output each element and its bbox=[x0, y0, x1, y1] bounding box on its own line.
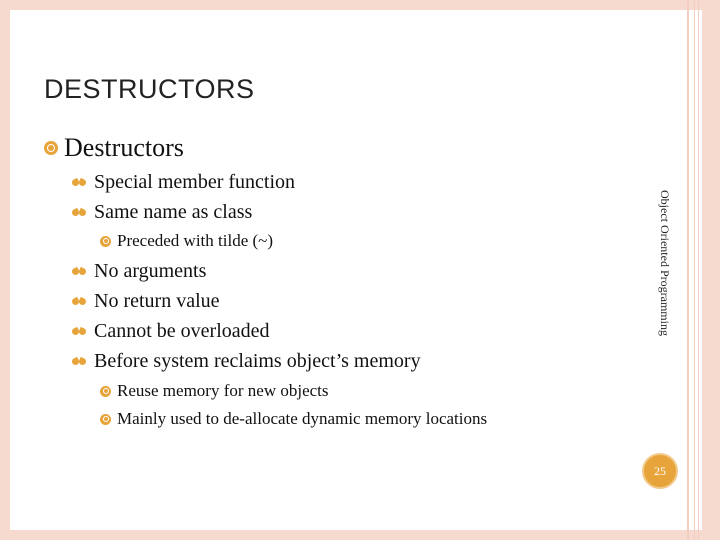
bullet-level2 bbox=[72, 260, 206, 283]
circle-bullet-icon bbox=[100, 236, 111, 247]
wing-bullet-icon bbox=[72, 178, 88, 188]
bullet-level2 bbox=[72, 171, 295, 194]
bullet-text: Special member function bbox=[94, 171, 296, 193]
wing-bullet-icon bbox=[72, 357, 88, 367]
bullet-text: No arguments bbox=[94, 260, 207, 282]
bullet-text: No return value bbox=[94, 290, 220, 312]
wing-bullet-icon bbox=[72, 208, 88, 218]
bullet-text: Cannot be overloaded bbox=[94, 320, 270, 342]
decorative-rule bbox=[698, 0, 699, 540]
bullet-text: Reuse memory for new objects bbox=[117, 381, 329, 400]
border-bottom bbox=[0, 530, 720, 540]
bullet-level3 bbox=[100, 231, 273, 251]
circle-bullet-icon bbox=[44, 141, 58, 155]
bullet-level3 bbox=[100, 409, 487, 429]
bullet-level1 bbox=[44, 133, 184, 163]
slide-title: DESTRUCTORS bbox=[44, 74, 255, 104]
bullet-level2 bbox=[72, 201, 252, 224]
bullet-text: Same name as class bbox=[94, 201, 253, 223]
circle-bullet-icon bbox=[100, 414, 111, 425]
bullet-text: Destructors bbox=[64, 133, 184, 162]
wing-bullet-icon bbox=[72, 297, 88, 307]
bullet-level2 bbox=[72, 290, 220, 313]
page-number-badge: 25 bbox=[642, 453, 678, 489]
bullet-text: Mainly used to de-allocate dynamic memory locations bbox=[117, 409, 488, 428]
border-right bbox=[702, 0, 720, 540]
bullet-level2 bbox=[72, 350, 421, 373]
circle-bullet-icon bbox=[100, 386, 111, 397]
bullet-text: Preceded with tilde (~) bbox=[117, 231, 274, 250]
bullet-level2 bbox=[72, 320, 270, 343]
wing-bullet-icon bbox=[72, 327, 88, 337]
border-left bbox=[0, 0, 10, 540]
border-top bbox=[0, 0, 720, 10]
decorative-rule bbox=[687, 0, 689, 540]
decorative-rule bbox=[694, 0, 695, 540]
wing-bullet-icon bbox=[72, 267, 88, 277]
course-side-label: Object Oriented Programming bbox=[658, 190, 672, 336]
bullet-level3 bbox=[100, 381, 329, 401]
bullet-text: Before system reclaims object’s memory bbox=[94, 350, 421, 372]
